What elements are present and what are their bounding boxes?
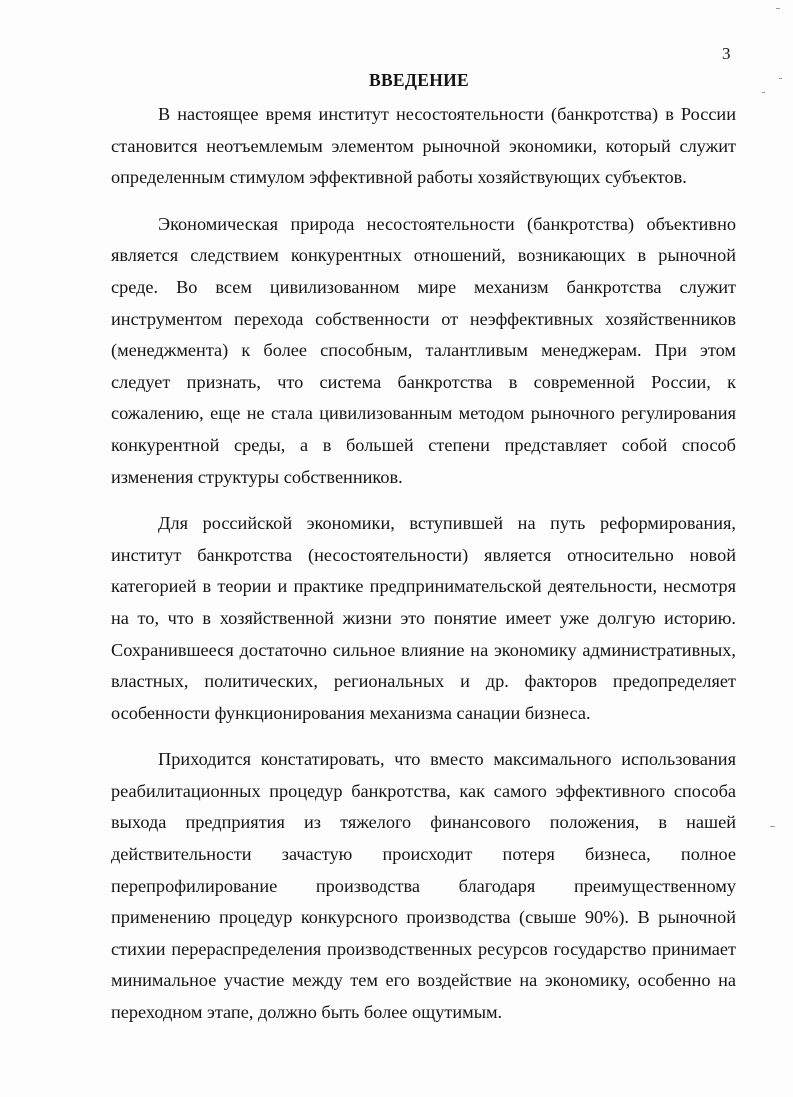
paragraph-2: Экономическая природа несостоятельности (банкротства) объективно является следствием конкурентных отношений, возникающих в рыночной среде. Во всем цивилизованном мире механизм банкротства служит инструментом перехода собственности от неэффективных хозяйственников (менеджмента) к более способным, талантливым менеджерам. При этом следует признать, что система банкротства в современной России, к сожалению, еще не стала цивилизованным методом рыночного регулирования конкурентной среды, а в большей степени представляет собой способ изменения структуры собственников. xyxy=(111,213,736,487)
paragraph-3: Для российской экономики, вступившей на путь реформирования, институт банкротства (несостоятельности) является относительно новой категорией в теории и практике предпринимательской деятельности, несмотря на то, что в хозяйственной жизни это понятие имеет уже долгую историю. Сохранившееся достаточно сильное влияние на экономику административных, властных, политических, региональных и др. факторов предопределяет особенности функционирования механизма санации бизнеса. xyxy=(111,513,736,723)
paragraph-4: Приходится констатировать, что вместо максимального использования реабилитационных процедур банкротства, как самого эффективного способа выхода предприятия из тяжелого финансового положения, в нашей действительности зачастую происходит потеря бизнеса, полное перепрофилирование производства благодаря преимущественному применению процедур конкурсного производства (свыше 90%). В рыночной стихии перераспределения производственных ресурсов государство принимает минимальное участие между тем его воздействие на экономику, особенно на переходном этапе, должно быть более ощутимым. xyxy=(111,749,736,1023)
section-heading: ВВЕДЕНИЕ xyxy=(368,70,470,90)
page-number: 3 xyxy=(722,44,731,63)
paragraph-1: В настоящее время институт несостоятельности (банкротства) в России становится неотъемлемым элементом рыночной экономики, который служит определенным стимулом эффективной работы хозяйствующих субъектов. xyxy=(111,104,736,188)
scan-speck xyxy=(762,92,765,93)
scan-speck xyxy=(779,78,782,79)
body-text xyxy=(111,99,736,1029)
scan-speck xyxy=(776,8,780,9)
scan-speck xyxy=(770,826,775,827)
